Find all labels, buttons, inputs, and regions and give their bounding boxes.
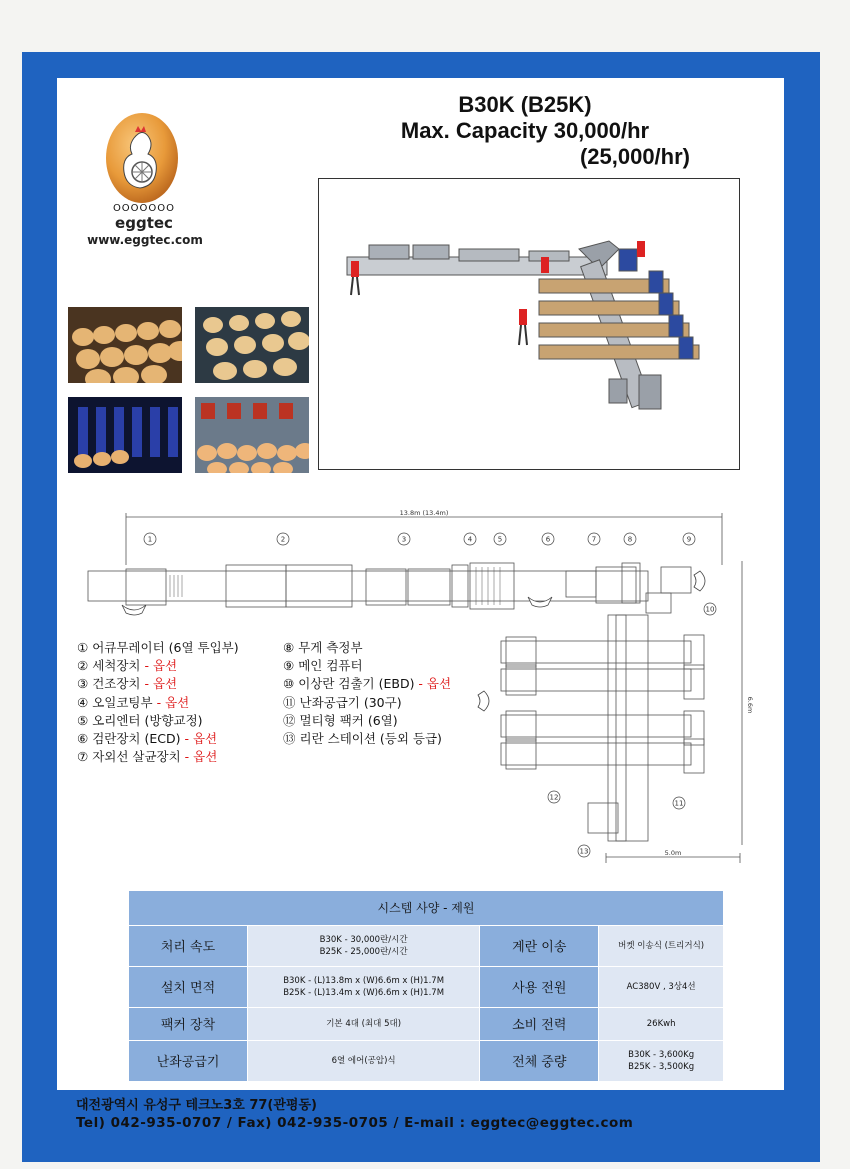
legend-left-list: [77, 639, 239, 766]
spec-label: 처리 속도: [129, 925, 248, 966]
spec-value: [599, 1040, 724, 1081]
spec-value-line: B25K - (L)13.4m x (W)6.6m x (H)1.7M: [283, 987, 445, 998]
callout-13: 13: [579, 847, 589, 856]
callout-6: 6: [545, 535, 551, 544]
capacity-alt-line: (25,000/hr): [579, 144, 690, 169]
spec-value-line: AC380V , 3상4선: [626, 981, 696, 992]
legend-item: [77, 730, 239, 748]
spec-value-line: 기본 4대 (최대 5대): [326, 1018, 402, 1029]
legend-option-tag: 옵션: [152, 676, 178, 692]
spec-value: [248, 1007, 480, 1040]
legend-item: [283, 657, 451, 675]
legend-number: ⑦: [77, 749, 89, 765]
spec-value: [599, 925, 724, 966]
spec-label: 소비 전력: [480, 1007, 599, 1040]
machine-photo-blue: [68, 397, 182, 473]
legend-text: 자외선 살균장치: [92, 749, 181, 765]
legend-item: [283, 639, 451, 657]
spec-row: [129, 966, 724, 1007]
legend-text: 메인 컴퓨터: [298, 658, 363, 674]
legend-item: [77, 657, 239, 675]
system-spec-table: [128, 890, 724, 1082]
legend-item: [283, 730, 451, 748]
width-dimension: 5.0m: [664, 849, 682, 857]
callout-1: 1: [147, 535, 153, 544]
callout-4: 4: [467, 535, 473, 544]
eggs-photo-1: [68, 307, 182, 383]
company-contact: Tel) 042-935-0707 / Fax) 042-935-0705 / E-mail : eggtec@eggtec.com: [76, 1115, 634, 1131]
spec-value: [599, 1007, 724, 1040]
machine-overview-photo: [318, 178, 740, 470]
legend-item: [77, 675, 239, 693]
legend-item: [283, 694, 451, 712]
legend-item: [77, 712, 239, 730]
legend-item: [77, 748, 239, 766]
callout-8: 8: [627, 535, 633, 544]
spec-value-line: B25K - 25,000란/시간: [319, 946, 408, 957]
legend-dash: -: [140, 676, 153, 692]
spec-value-line: B30K - 3,600Kg: [628, 1049, 695, 1060]
legend-text: 어큐무레이터 (6열 투입부): [92, 640, 239, 655]
eggtec-logo: [104, 108, 180, 204]
brand-name: eggtec: [115, 214, 173, 232]
website-link[interactable]: www.eggtec.com: [87, 233, 203, 247]
legend-text: 무게 측정부: [298, 640, 363, 655]
legend-dash: -: [140, 658, 153, 674]
legend-item: [77, 639, 239, 657]
legend-dash: -: [180, 731, 193, 747]
legend-right-list: [283, 639, 451, 748]
spec-value: [248, 1040, 480, 1081]
callout-12: 12: [549, 793, 559, 802]
legend-option-tag: 옵션: [192, 731, 218, 747]
length-dimension: 13.8m (13.4m): [399, 509, 449, 517]
legend-text: 난좌공급기 (30구): [299, 694, 402, 710]
legend-number: ⑧: [283, 640, 295, 655]
spec-label: 전체 중량: [480, 1040, 599, 1081]
spec-label: 계란 이송: [480, 925, 599, 966]
spec-value: [599, 966, 724, 1007]
model-name: B30K (B25K): [458, 92, 592, 117]
legend-item: [77, 694, 239, 712]
legend-item: [283, 675, 451, 693]
legend-text: 건조장치: [92, 676, 141, 692]
spec-value-line: B30K - 30,000란/시간: [319, 934, 408, 945]
legend-number: ③: [77, 676, 89, 692]
contact-footer: [76, 1097, 633, 1132]
legend-number: ⑨: [283, 658, 295, 674]
callout-11: 11: [674, 799, 684, 808]
spec-value-line: B30K - (L)13.8m x (W)6.6m x (H)1.7M: [283, 975, 445, 986]
logo-dots: OOOOOOO: [112, 203, 176, 214]
legend-text: 세척장치: [92, 658, 141, 674]
legend-dash: -: [180, 749, 194, 765]
spec-value-line: 버켓 이송식 (트리거식): [618, 940, 705, 951]
callout-10: 10: [705, 605, 715, 614]
legend-number: ⑬: [283, 731, 296, 747]
spec-label: 난좌공급기: [129, 1040, 248, 1081]
legend-option-tag: 옵션: [152, 658, 178, 674]
spec-value-line: 6열 에어(공압)식: [331, 1055, 396, 1066]
spec-label: 팩커 장착: [129, 1007, 248, 1040]
legend-text: 멀티형 팩커 (6열): [299, 712, 398, 728]
legend-number: ⑩: [283, 676, 295, 692]
legend-option-tag: 옵션: [165, 694, 190, 710]
legend-number: ⑪: [283, 694, 296, 710]
callout-7: 7: [591, 535, 597, 544]
legend-text: 오일코팅부: [92, 694, 153, 710]
legend-text: 오리엔터 (방향교정): [92, 712, 203, 728]
legend-number: ⑥: [77, 731, 89, 747]
spec-row: [129, 1007, 724, 1040]
side-dimension: 6.6m: [746, 696, 754, 714]
legend-number: ⑫: [283, 712, 296, 728]
spec-value-line: B25K - 3,500Kg: [628, 1061, 695, 1072]
product-title: [360, 92, 690, 170]
callout-9: 9: [686, 535, 692, 544]
legend-item: [283, 712, 451, 730]
spec-label: 사용 전원: [480, 966, 599, 1007]
legend-option-tag: 옵션: [426, 676, 452, 692]
legend-number: ④: [77, 694, 89, 710]
spec-row: [129, 1040, 724, 1081]
legend-text: 리란 스테이션 (등외 등급): [299, 731, 442, 747]
legend-dash: -: [414, 676, 427, 692]
eggs-photo-2: [195, 307, 309, 383]
spec-row: [129, 925, 724, 966]
spec-value: [248, 925, 480, 966]
callout-3: 3: [401, 535, 407, 544]
legend-number: ①: [77, 640, 89, 655]
callout-5: 5: [497, 535, 503, 544]
legend-option-tag: 옵션: [193, 749, 218, 765]
company-address: 대전광역시 유성구 테크노3호 77(관평동): [76, 1098, 317, 1113]
callout-2: 2: [280, 535, 286, 544]
legend-text: 검란장치 (ECD): [92, 731, 181, 747]
legend-dash: -: [152, 694, 166, 710]
eggs-photo-3: [195, 397, 309, 473]
spec-table-title: 시스템 사양 - 제원: [129, 891, 724, 926]
legend-number: ②: [77, 658, 89, 674]
capacity-line: Max. Capacity 30,000/hr: [400, 118, 650, 143]
spec-label: 설치 면적: [129, 966, 248, 1007]
legend-text: 이상란 검출기 (EBD): [298, 676, 415, 692]
spec-value-line: 26Kwh: [646, 1018, 676, 1029]
legend-number: ⑤: [77, 712, 89, 728]
spec-value: [248, 966, 480, 1007]
